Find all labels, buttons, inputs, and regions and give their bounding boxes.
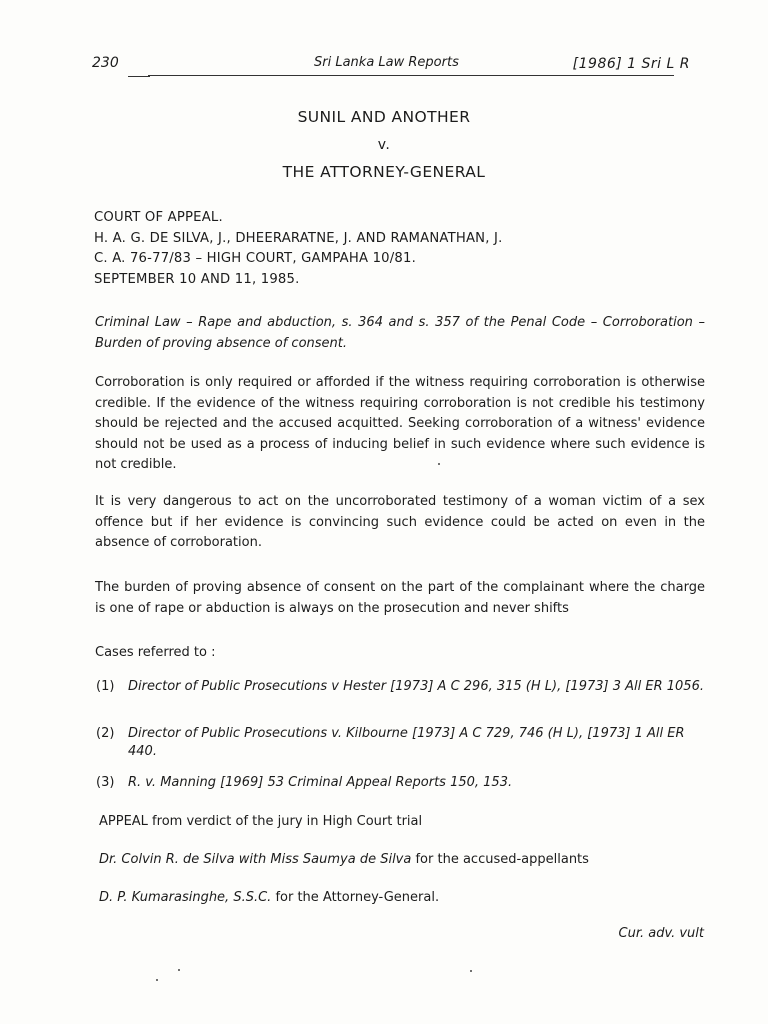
case-numbers: C. A. 76-77/83 – HIGH COURT, GAMPAHA 10/81. — [94, 251, 416, 266]
page-number: 230 — [92, 55, 119, 71]
court-info — [94, 208, 503, 290]
counsel-appellants — [99, 852, 589, 867]
header-rule-short — [128, 76, 150, 77]
case-title-versus: v. — [377, 137, 391, 153]
case-citation: Director of Public Prosecutions v Hester [1973] A C 296, 315 (H L), [1973] 3 All ER 1056. — [128, 679, 704, 694]
respondent-counsel-name: D. P. Kumarasinghe, S.S.C. — [99, 890, 272, 905]
court-name: COURT OF APPEAL. — [94, 210, 223, 225]
case-citation: Director of Public Prosecutions v. Kilbourne [1973] A C 729, 746 (H L), [1973] 1 All ER 440. — [128, 726, 685, 759]
case-number: (2) — [96, 726, 115, 741]
case-title-respondent: THE ATTORNEY-GENERAL — [282, 163, 486, 181]
hearing-dates: SEPTEMBER 10 AND 11, 1985. — [94, 271, 300, 287]
holding-paragraph-1: Corroboration is only required or afforded if the witness requiring corroboration is otherwise credible. If the evidence of the witness requiring corroboration is not credible his testimony should be rejected and the accused acquitted. Seeking corroboration of a witness' evidence should not be used as a process of inducing belief in such evidence where such evidence is not credible. — [95, 375, 705, 472]
cur-adv-vult: Cur. adv. vult — [618, 926, 704, 941]
cases-referred-heading: Cases referred to : — [95, 645, 216, 660]
volume-citation: [1986] 1 Sri L R — [572, 56, 690, 72]
scan-speck — [178, 969, 180, 971]
running-header — [92, 55, 698, 79]
holding-paragraph-3: The burden of proving absence of consent on the part of the complainant where the charge is one of rape or abduction is always on the prosecution and never shifts — [95, 580, 705, 616]
scan-speck — [470, 970, 472, 972]
appeal-line: APPEAL from verdict of the jury in High Court trial — [99, 814, 423, 829]
respondent-counsel-role: for the Attorney-General. — [271, 890, 440, 905]
counsel-respondent — [99, 890, 439, 905]
appellants-counsel-role: for the accused-appellants — [411, 852, 589, 867]
scan-speck — [156, 979, 158, 981]
header-rule — [148, 75, 674, 76]
journal-title: Sri Lanka Law Reports — [314, 55, 459, 70]
scan-speck — [438, 463, 440, 465]
appellants-counsel-names: Dr. Colvin R. de Silva with Miss Saumya de Silva — [99, 852, 412, 867]
case-citation: R. v. Manning [1969] 53 Criminal Appeal Reports 150, 153. — [128, 775, 513, 790]
judges: H. A. G. DE SILVA, J., DHEERARATNE, J. AND RAMANATHAN, J. — [94, 230, 503, 246]
case-number: (3) — [96, 775, 115, 790]
case-title-parties: SUNIL AND ANOTHER — [297, 108, 471, 126]
case-number: (1) — [96, 679, 115, 694]
headnote: Criminal Law – Rape and abduction, s. 364 and s. 357 of the Penal Code – Corroboration – Burden of proving absence of consent. — [95, 315, 705, 351]
holding-paragraph-2: It is very dangerous to act on the uncorroborated testimony of a woman victim of a sex offence but if her evidence is convincing such evidence could be acted on even in the absence of corroboration. — [95, 494, 705, 550]
